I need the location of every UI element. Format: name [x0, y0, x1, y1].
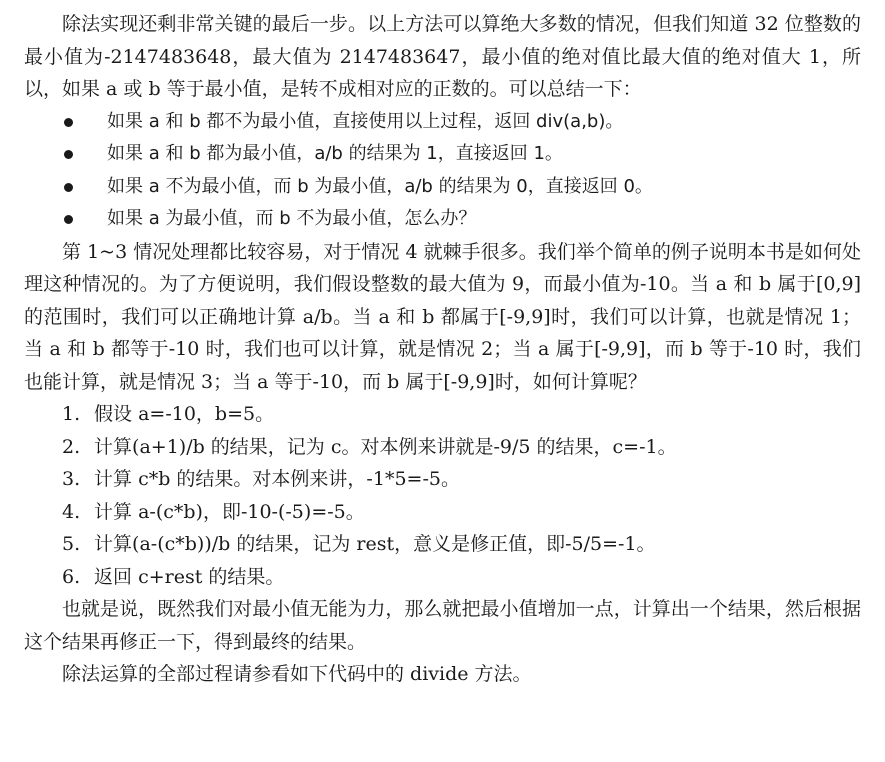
- case-item: [24, 106, 861, 139]
- step-item: [24, 496, 861, 529]
- step-text: 计算(a+1)/b 的结果，记为 c。对本例来讲就是-9/5 的结果，c=-1。: [94, 435, 677, 458]
- step-number: 3.: [62, 468, 81, 490]
- step-text: 计算 c*b 的结果。对本例来讲，-1*5=-5。: [94, 468, 460, 490]
- intro-paragraph: 除法实现还剩非常关键的最后一步。以上方法可以算绝大多数的情况，但我们知道 32 位整数的最小值为-2147483648，最大值为 2147483647，最小值的绝对值比最大值的绝对值大 1，所以，如果 a 或 b 等于最小值，是转不成相对应的正数的。可以总结一下：: [24, 13, 861, 100]
- case-item: [24, 138, 861, 171]
- step-number: 5.: [62, 533, 81, 555]
- step-number: 4.: [62, 500, 81, 523]
- step-item: [24, 528, 861, 561]
- step-item: [24, 431, 861, 464]
- bullet-icon: [64, 183, 73, 192]
- step-list: [24, 398, 861, 593]
- case-list: [24, 106, 861, 236]
- case-text: 如果 a 和 b 都为最小值，a/b 的结果为 1，直接返回 1。: [107, 143, 563, 164]
- summary-paragraph: 也就是说，既然我们对最小值无能为力，那么就把最小值增加一点，计算出一个结果，然后根据这个结果再修正一下，得到最终的结果。: [24, 598, 861, 653]
- explanation-paragraph: 第 1~3 情况处理都比较容易，对于情况 4 就棘手很多。我们举个简单的例子说明本书是如何处理这种情况的。为了方便说明，我们假设整数的最大值为 9，而最小值为-10。当 a 和 b 属于[0,9]的范围时，我们可以正确地计算 a/b。当 a 和 b 都属于[-9,9]时，我们可以计算，也就是情况 1；当 a 和 b 都等于-10 时，我们也可以计算，就是情况 2；当 a 属于[-9,9]，而 b 等于-10 时，我们也能计算，就是情况 3；当 a 等于-10，而 b 属于[-9,9]时，如何计算呢？: [24, 240, 861, 393]
- step-number: 1.: [62, 403, 81, 425]
- step-item: [24, 463, 861, 496]
- bullet-icon: [64, 150, 73, 159]
- case-item: [24, 171, 861, 204]
- step-number: 6.: [62, 565, 81, 588]
- case-item: [24, 203, 861, 236]
- step-text: 假设 a=-10，b=5。: [94, 403, 275, 425]
- bullet-icon: [64, 215, 73, 224]
- step-item: [24, 398, 861, 431]
- step-text: 计算 a-(c*b)，即-10-(-5)=-5。: [94, 500, 365, 523]
- bullet-icon: [64, 118, 73, 127]
- closing-paragraph: 除法运算的全部过程请参看如下代码中的 divide 方法。: [62, 663, 532, 685]
- case-text: 如果 a 和 b 都不为最小值，直接使用以上过程，返回 div(a,b)。: [107, 110, 624, 132]
- step-number: 2.: [62, 435, 81, 458]
- case-text: 如果 a 为最小值，而 b 不为最小值，怎么办？: [107, 208, 477, 229]
- step-item: [24, 561, 861, 594]
- case-text: 如果 a 不为最小值，而 b 为最小值，a/b 的结果为 0，直接返回 0。: [107, 175, 653, 197]
- step-text: 计算(a-(c*b))/b 的结果，记为 rest，意义是修正值，即-5/5=-1。: [94, 533, 656, 555]
- step-text: 返回 c+rest 的结果。: [94, 565, 285, 588]
